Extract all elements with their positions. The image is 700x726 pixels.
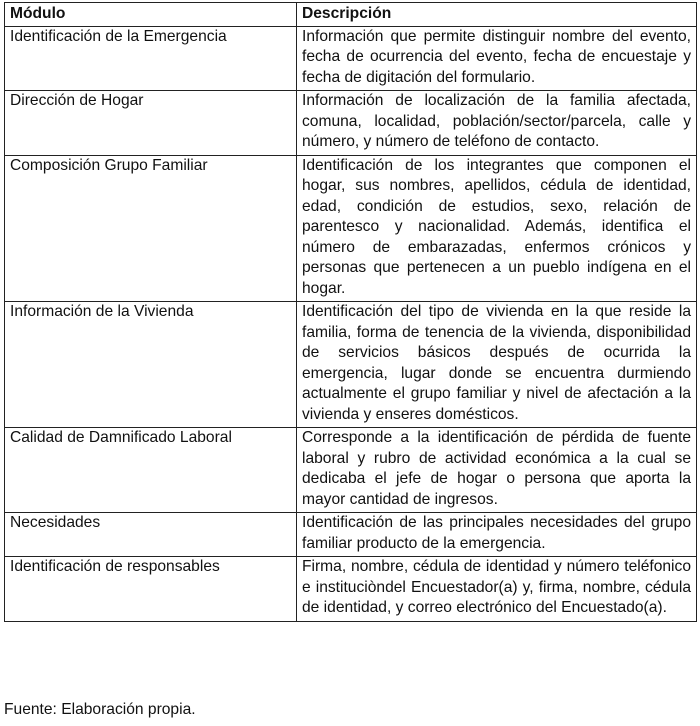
table-row [5, 557, 697, 622]
module-cell: Calidad de Damnificado Laboral [5, 428, 297, 513]
module-cell: Identificación de la Emergencia [5, 26, 297, 91]
table-row [5, 302, 697, 428]
description-cell: Identificación de los integrantes que componen el hogar, sus nombres, apellidos, cédula de identidad, edad, condición de estudios, sexo, relación de parentesco y nacionalidad. Además, identifica el número de embarazadas, enfermos crónicos y personas que pertenecen a un pueblo indígena en el hogar. [297, 155, 697, 302]
description-cell: Firma, nombre, cédula de identidad y número teléfonico e instituciòndel Encuestador(a) y, firma, nombre, cédula de identidad, y correo electrónico del Encuestado(a). [297, 557, 697, 622]
table-row [5, 155, 697, 302]
description-cell: Identificación de las principales necesidades del grupo familiar producto de la emergencia. [297, 513, 697, 557]
module-cell: Información de la Vivienda [5, 302, 297, 428]
description-cell: Corresponde a la identificación de pérdida de fuente laboral y rubro de actividad económica a la cual se dedicaba el jefe de hogar o persona que aporta la mayor cantidad de ingresos. [297, 428, 697, 513]
module-cell: Identificación de responsables [5, 557, 297, 622]
description-cell: Información de localización de la familia afectada, comuna, localidad, población/sector/parcela, calle y número, y número de teléfono de contacto. [297, 91, 697, 156]
table-row [5, 26, 697, 91]
source-note: Fuente: Elaboración propia. [4, 701, 196, 718]
description-cell: Información que permite distinguir nombre del evento, fecha de ocurrencia del evento, fecha de encuestaje y fecha de digitación del formulario. [297, 26, 697, 91]
module-cell: Dirección de Hogar [5, 91, 297, 156]
header-description: Descripción [297, 3, 697, 27]
modules-table [4, 2, 697, 622]
header-module: Módulo [5, 3, 297, 27]
table-row [5, 513, 697, 557]
table-row [5, 428, 697, 513]
table-row [5, 91, 697, 156]
module-cell: Composición Grupo Familiar [5, 155, 297, 302]
table-header-row [5, 3, 697, 27]
module-cell: Necesidades [5, 513, 297, 557]
description-cell: Identificación del tipo de vivienda en la que reside la familia, forma de tenencia de la vivienda, disponibilidad de servicios básicos después de ocurrida la emergencia, lugar donde se encuentra durmiendo actualmente el grupo familiar y nivel de afectación a la vivienda y enseres domésticos. [297, 302, 697, 428]
